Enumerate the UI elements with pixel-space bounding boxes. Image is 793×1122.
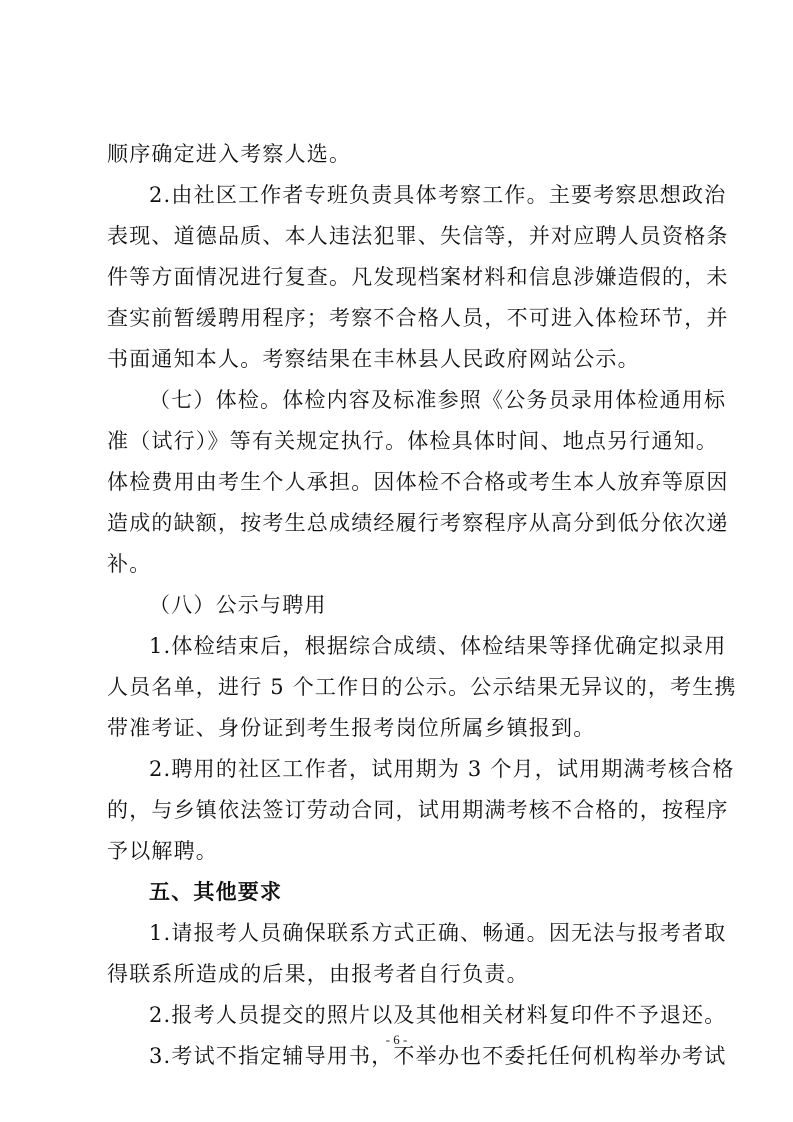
text-line: 准（试行）》等有关规定执行。体检具体时间、地点另行通知。 — [107, 429, 719, 453]
text-line: 表现、道德品质、本人违法犯罪、失信等，并对应聘人员资格条 — [107, 224, 729, 248]
text-line: 人员名单，进行 5 个工作日的公示。公示结果无异议的，考生携 — [107, 675, 737, 699]
text-line: 补。 — [107, 552, 152, 576]
paragraph-item-3-start: 3.考试不指定辅导用书，不举办也不委托任何机构举办考试 — [149, 1044, 727, 1068]
paragraph-item-1-start: 1.请报考人员确保联系方式正确、畅通。因无法与报考者取 — [149, 921, 727, 945]
text-line: 造成的缺额，按考生总成绩经履行考察程序从高分到低分依次递 — [107, 511, 729, 535]
section-5-heading: 五、其他要求 — [149, 880, 283, 904]
text-line: 予以解聘。 — [107, 839, 218, 863]
section-7-physical-exam-start: （七）体检。体检内容及标准参照《公务员录用体检通用标 — [149, 388, 727, 412]
section-8-heading: （八）公示与聘用 — [149, 593, 327, 617]
text-line: 顺序确定进入考察人选。 — [107, 142, 352, 166]
text-line: 体检费用由考生个人承担。因体检不合格或考生本人放弃等原因 — [107, 470, 729, 494]
document-body — [107, 134, 737, 1077]
text-line: 的，与乡镇依法签订劳动合同，试用期满考核不合格的，按程序 — [107, 798, 729, 822]
paragraph-item-1-start: 1.体检结束后，根据综合成绩、体检结果等择优确定拟录用 — [149, 634, 727, 658]
text-line: 查实前暂缓聘用程序；考察不合格人员，不可进入体检环节，并 — [107, 306, 729, 330]
text-line: 件等方面情况进行复查。凡发现档案材料和信息涉嫌造假的，未 — [107, 265, 729, 289]
text-line: 带准考证、身份证到考生报考岗位所属乡镇报到。 — [107, 716, 596, 740]
paragraph-item-2-start: 2.报考人员提交的照片以及其他相关材料复印件不予退还。 — [149, 1003, 727, 1027]
text-line: 书面通知本人。考察结果在丰林县人民政府网站公示。 — [107, 347, 640, 371]
paragraph-item-2-start: 2.聘用的社区工作者，试用期为 3 个月，试用期满考核合格 — [149, 757, 735, 781]
text-line: 得联系所造成的后果，由报考者自行负责。 — [107, 962, 529, 986]
page-number: - 6 - — [385, 1032, 408, 1047]
paragraph-item-2-start: 2.由社区工作者专班负责具体考察工作。主要考察思想政治 — [149, 183, 727, 207]
